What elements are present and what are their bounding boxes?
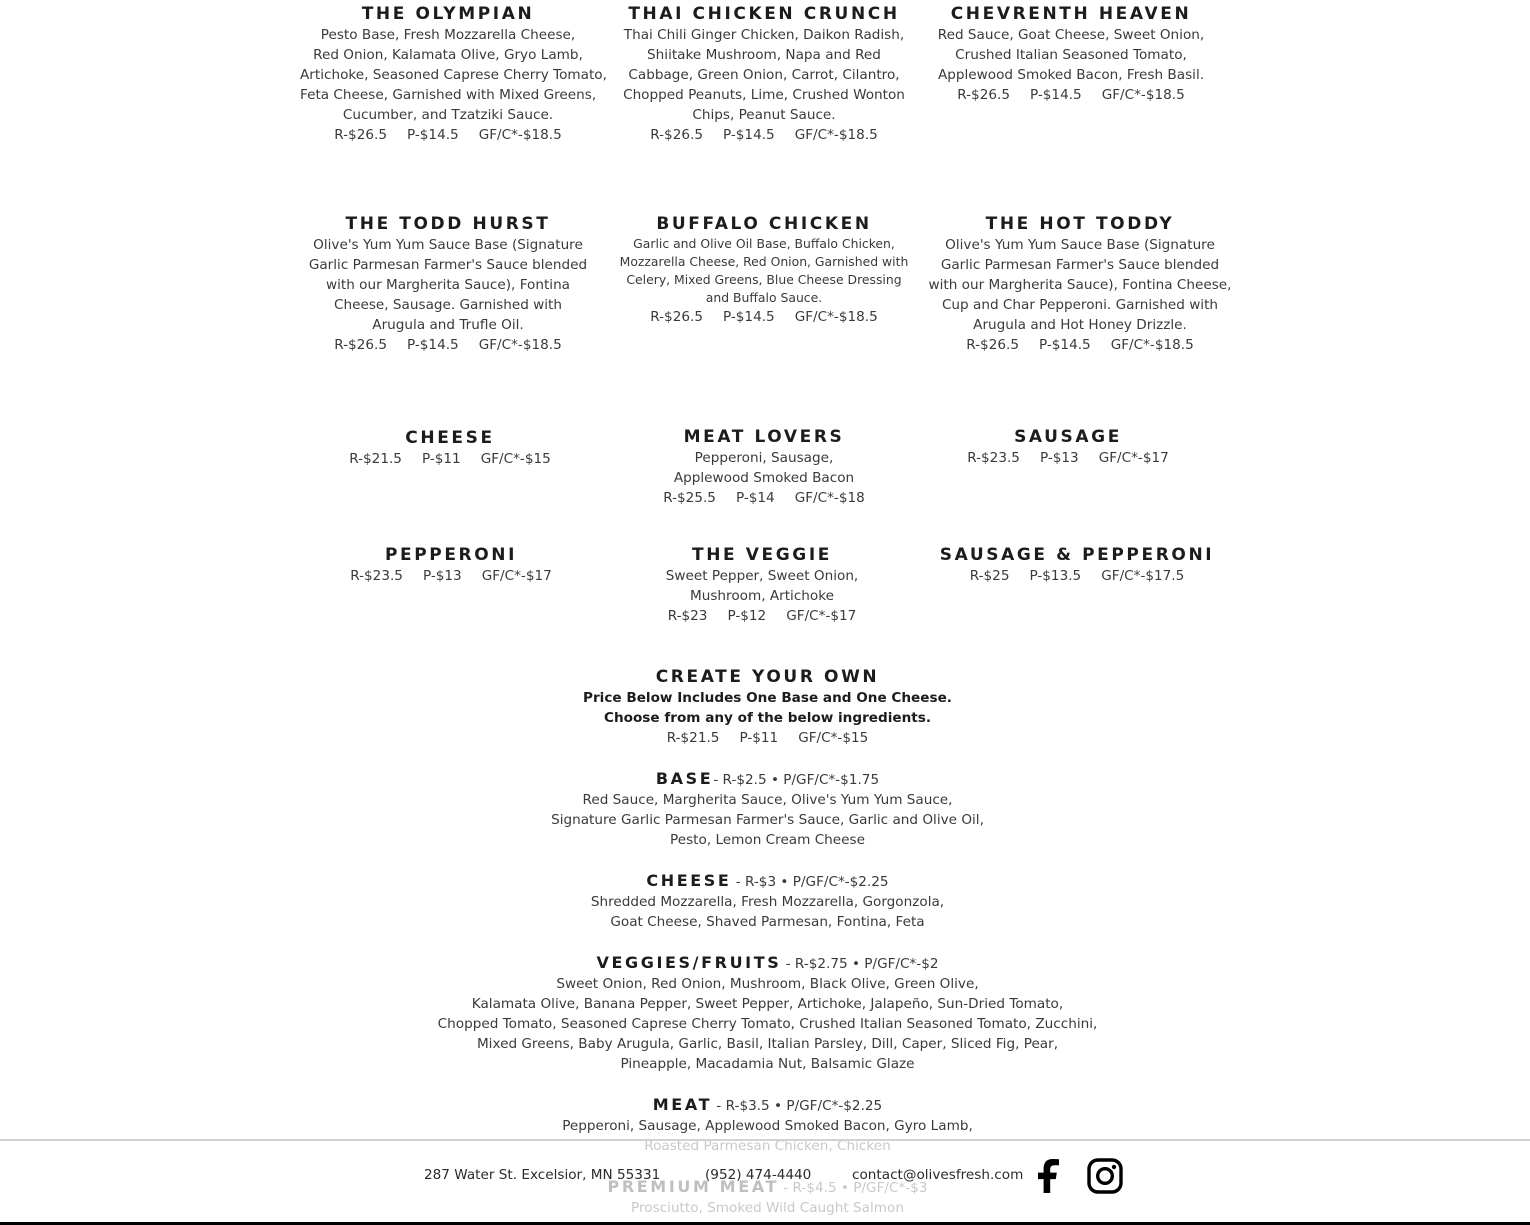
create-your-own-title: CREATE YOUR OWN [655, 667, 880, 687]
price-gluten-free: GF/C*-$15 [480, 451, 551, 467]
price-gluten-free: GF/C*-$18 [794, 490, 865, 506]
price-regular: R-$26.5 [334, 127, 387, 143]
pizza-prices [300, 449, 600, 469]
description-line: Olive's Yum Yum Sauce Base (Signature [945, 237, 1215, 253]
pizza-description [925, 235, 1235, 335]
price-gluten-free: GF/C*-$17 [481, 568, 552, 584]
description-line: Pepperoni, Sausage, [694, 450, 834, 466]
ingredient-section-cheese [400, 871, 1135, 932]
price-regular: R-$21.5 [349, 451, 402, 467]
pizza-description [300, 25, 607, 125]
pizza-prices [925, 85, 1217, 105]
section-heading [400, 953, 1135, 974]
price-personal: P-$14.5 [1029, 87, 1082, 103]
description-line: Garlic Parmesan Farmer's Sauce blended [308, 257, 588, 273]
price-gluten-free: GF/C*-$17 [786, 608, 857, 624]
section-title: CHEESE [646, 871, 732, 890]
section-items [400, 974, 1135, 1074]
section-heading [400, 1095, 1135, 1116]
pizza-prices [614, 488, 914, 508]
section-price: - R-$3.5 • P/GF/C*-$2.25 [712, 1098, 883, 1114]
pizza-description [925, 25, 1217, 85]
items-line: Red Sauce, Margherita Sauce, Olive's Yum Yum Sauce, [582, 792, 953, 808]
pizza-card-sausage-pepperoni [927, 544, 1227, 586]
description-line: Garlic Parmesan Farmer's Sauce blended [940, 257, 1220, 273]
description-line: Cup and Char Pepperoni. Garnished with [941, 297, 1219, 313]
pizza-title: CHEESE [405, 428, 495, 448]
price-regular: R-$23.5 [967, 450, 1020, 466]
footer-email-link[interactable]: contact@olivesfresh.com [852, 1167, 1024, 1183]
price-personal: P-$14.5 [406, 337, 459, 353]
pizza-title: CHEVRENTH HEAVEN [950, 4, 1192, 24]
pizza-description [612, 566, 912, 606]
description-line: with our Margherita Sauce), Fontina [325, 277, 571, 293]
section-title: MEAT [652, 1095, 713, 1114]
section-heading [400, 769, 1135, 790]
items-line: Pineapple, Macadamia Nut, Balsamic Glaze [620, 1056, 915, 1072]
section-items [400, 790, 1135, 850]
section-heading [400, 871, 1135, 892]
description-line: Sweet Pepper, Sweet Onion, [665, 568, 859, 584]
price-personal: P-$11 [421, 451, 461, 467]
site-footer [0, 1139, 1530, 1225]
price-regular: R-$26.5 [334, 337, 387, 353]
description-line: Cabbage, Green Onion, Carrot, Cilantro, [628, 67, 900, 83]
pizza-prices [612, 606, 912, 626]
price-gluten-free: GF/C*-$17 [1098, 450, 1169, 466]
pizza-title: MEAT LOVERS [683, 427, 845, 447]
price-personal: P-$13 [422, 568, 462, 584]
price-regular: R-$21.5 [666, 730, 720, 746]
pizza-card-chevrenth-heaven [925, 3, 1217, 105]
description-line: Chips, Peanut Sauce. [692, 107, 836, 123]
description-line: Crushed Italian Seasoned Tomato, [955, 47, 1187, 63]
section-price: - R-$3 • P/GF/C*-$2.25 [731, 874, 889, 890]
create-your-own-section [400, 666, 1135, 1218]
pizza-card-todd-hurst [300, 213, 596, 355]
pizza-card-veggie [612, 544, 912, 626]
pizza-card-meat-lovers [614, 426, 914, 508]
ingredient-section-base [400, 769, 1135, 850]
description-line: Applewood Smoked Bacon [673, 470, 855, 486]
price-gluten-free: GF/C*-$18.5 [478, 337, 562, 353]
footer-phone-link[interactable]: (952) 474-4440 [705, 1167, 812, 1183]
pizza-card-sausage [918, 426, 1218, 468]
description-line: Red Sauce, Goat Cheese, Sweet Onion, [937, 27, 1205, 43]
description-line: Feta Cheese, Garnished with Mixed Greens, [300, 87, 597, 103]
description-line: and Buffalo Sauce. [705, 290, 823, 305]
pizza-card-buffalo-chicken [610, 213, 918, 327]
description-line: with our Margherita Sauce), Fontina Cheese, [928, 277, 1232, 293]
pizza-prices [610, 125, 918, 145]
pizza-title: THE OLYMPIAN [361, 4, 535, 24]
pizza-title: THE TODD HURST [345, 214, 551, 234]
price-personal: P-$11 [739, 730, 779, 746]
price-regular: R-$26.5 [966, 337, 1019, 353]
section-title: VEGGIES/FRUITS [596, 953, 782, 972]
ingredient-section-veggies-fruits [400, 953, 1135, 1074]
create-your-own-prices [400, 728, 1135, 748]
description-line: Arugula and Trufle Oil. [372, 317, 524, 333]
price-personal: P-$14.5 [722, 309, 775, 325]
section-title: BASE [655, 769, 714, 788]
description-line: Chopped Peanuts, Lime, Crushed Wonton [623, 87, 905, 103]
pizza-card-pepperoni [300, 544, 602, 586]
pizza-prices [300, 125, 596, 145]
price-regular: R-$25 [969, 568, 1010, 584]
pizza-title: SAUSAGE & PEPPERONI [939, 545, 1215, 565]
description-line: Artichoke, Seasoned Caprese Cherry Tomato, [300, 67, 607, 83]
pizza-description [300, 235, 596, 335]
price-regular: R-$26.5 [650, 127, 703, 143]
items-line: Sweet Onion, Red Onion, Mushroom, Black Olive, Green Olive, [556, 976, 979, 992]
description-line: Applewood Smoked Bacon, Fresh Basil. [937, 67, 1205, 83]
items-line: Kalamata Olive, Banana Pepper, Sweet Pepper, Artichoke, Jalapeño, Sun-Dried Tomato, [471, 996, 1064, 1012]
price-regular: R-$23 [667, 608, 708, 624]
description-line: Cheese, Sausage. Garnished with [333, 297, 562, 313]
description-line: Shiitake Mushroom, Napa and Red [647, 47, 881, 63]
description-line: Garlic and Olive Oil Base, Buffalo Chicken, [633, 236, 895, 251]
pizza-title: BUFFALO CHICKEN [656, 214, 872, 234]
description-line: Mozzarella Cheese, Red Onion, Garnished with [619, 254, 909, 269]
description-line: Red Onion, Kalamata Olive, Gryo Lamb, [313, 47, 583, 63]
price-gluten-free: GF/C*-$18.5 [1110, 337, 1194, 353]
items-line: Mixed Greens, Baby Arugula, Garlic, Basil, Italian Parsley, Dill, Caper, Sliced Fig, Pear, [476, 1036, 1059, 1052]
section-price: - R-$2.75 • P/GF/C*-$2 [781, 956, 939, 972]
items-line: Pepperoni, Sausage, Applewood Smoked Bacon, Gyro Lamb, [562, 1118, 973, 1134]
price-personal: P-$13.5 [1029, 568, 1082, 584]
instagram-icon[interactable] [1087, 1158, 1123, 1194]
price-personal: P-$14.5 [722, 127, 775, 143]
footer-address: 287 Water St. Excelsior, MN 55331 [424, 1167, 661, 1183]
price-personal: P-$14 [735, 490, 775, 506]
pizza-card-thai-chicken-crunch [610, 3, 918, 145]
pizza-title: THAI CHICKEN CRUNCH [628, 4, 900, 24]
pizza-title: PEPPERONI [384, 545, 518, 565]
price-personal: P-$14.5 [406, 127, 459, 143]
price-gluten-free: GF/C*-$18.5 [1101, 87, 1185, 103]
section-items [400, 892, 1135, 932]
items-line: Goat Cheese, Shaved Parmesan, Fontina, Feta [610, 914, 925, 930]
pizza-description [610, 235, 918, 307]
pizza-prices [927, 566, 1227, 586]
price-regular: R-$26.5 [650, 309, 703, 325]
price-gluten-free: GF/C*-$15 [798, 730, 869, 746]
price-personal: P-$13 [1039, 450, 1079, 466]
description-line: Cucumber, and Tzatziki Sauce. [342, 107, 554, 123]
pizza-title: THE HOT TODDY [985, 214, 1175, 234]
price-regular: R-$25.5 [663, 490, 716, 506]
pizza-prices [300, 335, 596, 355]
pizza-description [610, 25, 918, 125]
description-line: Pesto Base, Fresh Mozzarella Cheese, [320, 27, 576, 43]
create-your-own-intro [400, 688, 1135, 728]
pizza-prices [610, 307, 918, 327]
pizza-title: THE VEGGIE [692, 545, 832, 565]
price-regular: R-$23.5 [350, 568, 403, 584]
facebook-icon[interactable] [1036, 1159, 1064, 1193]
pizza-title: SAUSAGE [1014, 427, 1122, 447]
pizza-description [614, 448, 914, 488]
intro-line: Choose from any of the below ingredients. [603, 710, 932, 726]
section-price: - R-$2.5 • P/GF/C*-$1.75 [713, 772, 880, 788]
description-line: Celery, Mixed Greens, Blue Cheese Dressing [626, 272, 902, 287]
price-personal: P-$14.5 [1038, 337, 1091, 353]
price-regular: R-$26.5 [957, 87, 1010, 103]
pizza-prices [918, 448, 1218, 468]
price-personal: P-$12 [727, 608, 767, 624]
description-line: Thai Chili Ginger Chicken, Daikon Radish, [623, 27, 905, 43]
price-gluten-free: GF/C*-$18.5 [794, 309, 878, 325]
description-line: Olive's Yum Yum Sauce Base (Signature [313, 237, 583, 253]
pizza-prices [925, 335, 1235, 355]
price-gluten-free: GF/C*-$17.5 [1101, 568, 1185, 584]
items-line: Shredded Mozzarella, Fresh Mozzarella, Gorgonzola, [590, 894, 945, 910]
pizza-card-hot-toddy [925, 213, 1235, 355]
pizza-card-cheese [300, 427, 600, 469]
price-gluten-free: GF/C*-$18.5 [794, 127, 878, 143]
description-line: Arugula and Hot Honey Drizzle. [973, 317, 1187, 333]
pizza-prices [300, 566, 602, 586]
items-line: Chopped Tomato, Seasoned Caprese Cherry Tomato, Crushed Italian Seasoned Tomato, Zucchini, [437, 1016, 1098, 1032]
description-line: Mushroom, Artichoke [689, 588, 834, 604]
intro-line: Price Below Includes One Base and One Cheese. [583, 690, 952, 706]
items-line: Pesto, Lemon Cream Cheese [670, 832, 865, 848]
items-line: Signature Garlic Parmesan Farmer's Sauce, Garlic and Olive Oil, [551, 812, 984, 828]
price-gluten-free: GF/C*-$18.5 [478, 127, 562, 143]
pizza-card-olympian [300, 3, 607, 145]
